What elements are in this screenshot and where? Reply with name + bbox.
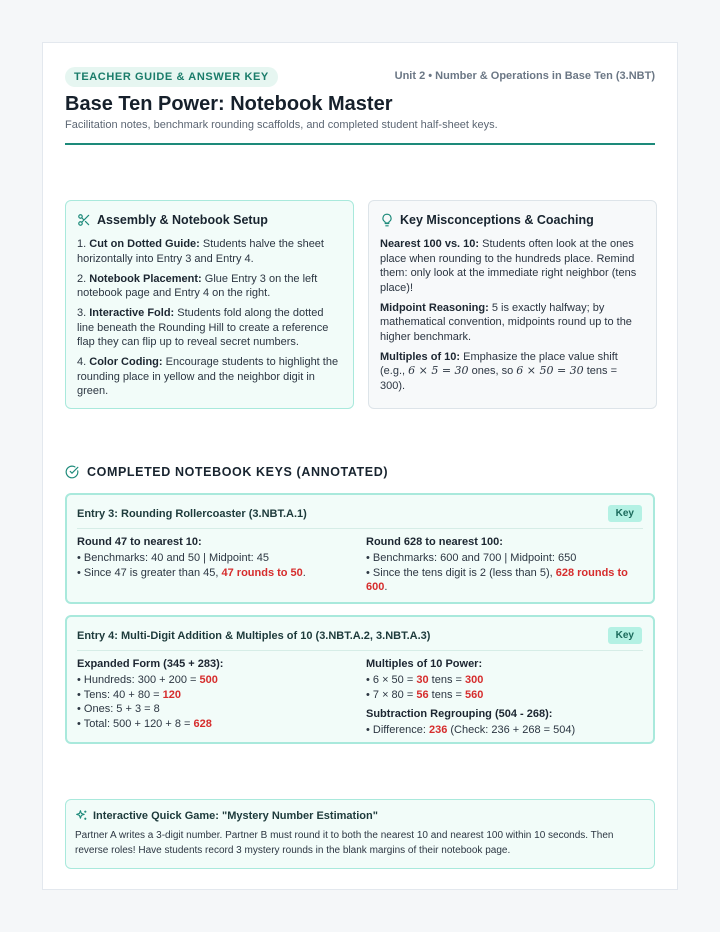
setup-step: 4. Color Coding: Encourage students to highlight the rounding place in yellow and the neighbor digit in green. xyxy=(77,356,339,397)
answer-value: 560 xyxy=(464,688,484,701)
answer-line: • Total: 500 + 120 + 8 = 628 xyxy=(77,717,212,730)
unit-label: Unit 2 • Number & Operations in Base Ten (3.NBT) xyxy=(394,70,655,82)
quick-game-header xyxy=(75,809,378,822)
answer-value: 300 xyxy=(464,674,484,686)
check-circle-icon xyxy=(65,465,79,479)
header-row xyxy=(65,67,655,87)
title-divider xyxy=(65,143,655,145)
answer-line: • Benchmarks: 600 and 700 | Midpoint: 650 xyxy=(366,552,577,564)
key-badge: Key xyxy=(608,627,642,644)
answer-line: • Difference: 236 (Check: 236 + 268 = 504) xyxy=(366,724,576,736)
misconceptions-card-title: Key Misconceptions & Coaching xyxy=(400,213,594,227)
scissors-icon xyxy=(77,213,91,227)
entry4-key-card xyxy=(65,615,655,744)
answer-value: 30 xyxy=(416,674,429,686)
entry-divider xyxy=(77,528,643,529)
entry3-key-card xyxy=(65,493,655,604)
misconception-list xyxy=(380,237,645,399)
answer-value: 628 xyxy=(193,717,212,730)
guide-tag: TEACHER GUIDE & ANSWER KEY xyxy=(65,67,278,87)
misconceptions-card xyxy=(368,200,657,409)
key-badge: Key xyxy=(608,505,642,522)
setup-card-header xyxy=(77,213,268,227)
entry4-title: Entry 4: Multi-Digit Addition & Multiples of 10 (3.NBT.A.2, 3.NBT.A.3) xyxy=(77,630,431,642)
answer-value: 500 xyxy=(199,674,218,686)
answer-value: 236 xyxy=(428,724,448,736)
entry-divider xyxy=(77,650,643,651)
answer-value: 628 rounds to 600 xyxy=(366,566,628,593)
answer-line: • Benchmarks: 40 and 50 | Midpoint: 45 xyxy=(77,552,269,564)
lightbulb-icon xyxy=(380,213,394,227)
sparkles-icon xyxy=(75,809,88,822)
entry3-title: Entry 3: Rounding Rollercoaster (3.NBT.A.1) xyxy=(77,508,307,520)
math-expression: 6 × 5 = 30 xyxy=(408,364,469,377)
setup-step: 2. Notebook Placement: Glue Entry 3 on the left notebook page and Entry 4 on the right. xyxy=(77,272,318,299)
entry4-left-column xyxy=(77,657,349,731)
page-title: Base Ten Power: Notebook Master xyxy=(65,93,393,115)
entry3-left-column xyxy=(77,535,349,580)
setup-step: 1. Cut on Dotted Guide: Students halve the sheet horizontally into Entry 3 and Entry 4. xyxy=(77,238,324,265)
quick-game-title: Interactive Quick Game: "Mystery Number Estimation" xyxy=(93,809,378,822)
quick-game-card xyxy=(65,799,655,869)
keys-section-heading xyxy=(65,465,388,479)
answer-line: • Since the tens digit is 2 (less than 5), 628 rounds to 600. xyxy=(366,566,628,593)
answer-line: • 7 × 80 = 56 tens = 560 xyxy=(366,688,484,701)
page-subtitle: Facilitation notes, benchmark rounding scaffolds, and completed student half-sheet keys. xyxy=(65,119,498,131)
answer-line: • Ones: 5 + 3 = 8 xyxy=(77,703,160,715)
setup-card-title: Assembly & Notebook Setup xyxy=(97,213,268,227)
setup-step: 3. Interactive Fold: Students fold along the dotted line beneath the Rounding Hill to create a reference flap they can flip up to reveal secret numbers. xyxy=(77,307,329,348)
teacher-guide-sheet xyxy=(42,42,678,890)
entry4-right-column xyxy=(366,657,642,738)
misconception-item: Nearest 100 vs. 10: Students often look at the ones place when rounding to the hundreds place. Remind them: only look at the immediate right neighbor (tens place)! xyxy=(380,238,637,294)
answer-line: • Tens: 40 + 80 = 120 xyxy=(77,688,181,701)
entry3-right-column xyxy=(366,535,642,595)
answer-value: 47 rounds to 50 xyxy=(221,566,303,579)
math-expression: 6 × 50 = 30 xyxy=(516,364,584,377)
quick-game-description: Partner A writes a 3-digit number. Partner B must round it to both the nearest 10 and nearest 100 within 10 seconds. Then reverse roles! Have students record 3 mystery rounds in the blank margins of their notebook page. xyxy=(75,830,614,856)
setup-card xyxy=(65,200,354,409)
answer-line: • 6 × 50 = 30 tens = 300 xyxy=(366,674,484,686)
answer-value: 120 xyxy=(162,688,181,701)
answer-line: • Since 47 is greater than 45, 47 rounds to 50. xyxy=(77,566,306,579)
misconceptions-card-header xyxy=(380,213,594,227)
column-heading: Round 47 to nearest 10: xyxy=(77,536,202,548)
keys-section-title: COMPLETED NOTEBOOK KEYS (ANNOTATED) xyxy=(87,465,389,479)
column-heading: Multiples of 10 Power: xyxy=(366,658,483,670)
setup-steps xyxy=(77,237,342,404)
column-heading: Expanded Form (345 + 283): xyxy=(77,658,224,670)
misconception-item: Multiples of 10: Emphasize the place value shift (e.g., 6 × 5 = 30 ones, so 6 × 50 = 30 tens = 300). xyxy=(380,350,618,392)
column-heading: Subtraction Regrouping (504 - 268): xyxy=(366,708,553,720)
answer-line: • Hundreds: 300 + 200 = 500 xyxy=(77,674,218,686)
column-heading: Round 628 to nearest 100: xyxy=(366,536,503,548)
answer-value: 56 xyxy=(416,688,429,701)
misconception-item: Midpoint Reasoning: 5 is exactly halfway; by mathematical convention, midpoints round up to the higher benchmark. xyxy=(380,301,632,343)
